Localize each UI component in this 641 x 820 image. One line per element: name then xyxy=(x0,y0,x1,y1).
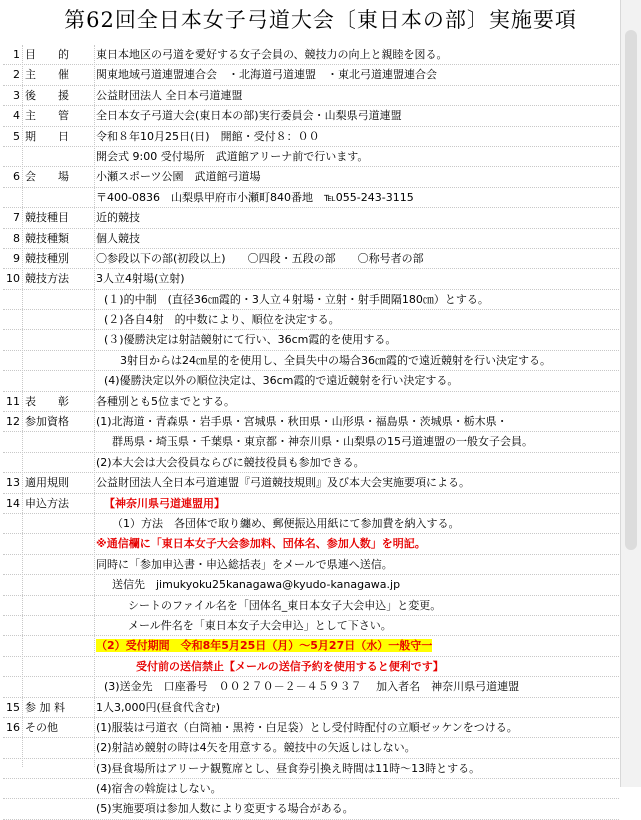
table-row xyxy=(3,799,619,819)
row-label: 競技種別 xyxy=(25,251,69,265)
row-label xyxy=(25,616,91,635)
row-label: 参加資格 xyxy=(25,415,69,429)
table-row xyxy=(3,392,619,412)
row-number: 6 xyxy=(13,170,20,184)
row-number xyxy=(3,147,20,166)
row-text: (4)宿舎の斡旋はしない。 xyxy=(96,782,222,796)
row-number xyxy=(3,555,20,574)
row-text: メール件名を「東日本女子大会申込」として下さい。 xyxy=(128,618,392,632)
row-content xyxy=(96,799,619,818)
row-text: (2)射詰め競射の時は4矢を用意する。競技中の矢返しはしない。 xyxy=(96,741,416,755)
row-content xyxy=(96,249,619,268)
row-text: 1人3,000円(昼食代含む) xyxy=(96,700,221,714)
table-row xyxy=(3,473,619,493)
row-text: 小瀬スポーツ公園 武道館弓道場 xyxy=(96,170,261,184)
table-row xyxy=(3,555,619,575)
row-number xyxy=(3,575,20,594)
row-text: 公益財団法人 全日本弓道連盟 xyxy=(96,88,243,102)
row-label: 期 日 xyxy=(25,129,69,143)
row-number xyxy=(3,290,20,309)
row-number xyxy=(3,453,20,472)
row-text: (5)実施要項は参加人数により変更する場合がある。 xyxy=(96,802,354,816)
row-content xyxy=(96,86,619,105)
row-text: 受付前の送信禁止【メールの送信予約を使用すると便利です】 xyxy=(136,659,444,673)
row-label xyxy=(25,636,91,655)
table-row xyxy=(3,106,619,126)
table-row xyxy=(3,208,619,228)
row-content xyxy=(96,657,619,676)
table-row xyxy=(3,738,619,758)
row-text: 送信先 jimukyoku25kanagawa@kyudo-kanagawa.jp xyxy=(112,578,401,592)
row-number: 7 xyxy=(13,211,20,225)
row-text: 令和８年10月25日(日) 開館・受付８：００ xyxy=(96,129,320,143)
row-content xyxy=(96,290,619,309)
row-label: 後 援 xyxy=(25,88,69,102)
row-label xyxy=(25,534,91,553)
row-content xyxy=(96,616,619,635)
row-label xyxy=(25,555,91,574)
row-number xyxy=(3,799,20,818)
row-label xyxy=(25,677,91,696)
table-row xyxy=(3,657,619,677)
row-content xyxy=(96,698,619,717)
row-number xyxy=(3,514,20,533)
row-content xyxy=(96,677,619,696)
row-text: ※通信欄に「東日本女子大会参加料、団体名、参加人数」を明記。 xyxy=(96,537,426,551)
row-content xyxy=(96,392,619,411)
row-text: （1）方法 各団体で取り纏め、郵便振込用紙にて参加費を納入する。 xyxy=(112,516,460,530)
row-text: 関東地域弓道連盟連合会 ・北海道弓道連盟 ・東北弓道連盟連合会 xyxy=(96,68,437,82)
row-number: 15 xyxy=(6,700,20,714)
row-content xyxy=(96,759,619,778)
row-number: 12 xyxy=(6,415,20,429)
row-number xyxy=(3,351,20,370)
row-content xyxy=(96,310,619,329)
row-content xyxy=(96,188,619,207)
row-text: 近的競技 xyxy=(96,211,140,225)
row-text: 開会式 9:00 受付場所 武道館アリーナ前で行います。 xyxy=(96,149,369,163)
row-label: 会 場 xyxy=(25,170,69,184)
row-content xyxy=(96,555,619,574)
row-text: 群馬県・埼玉県・千葉県・東京都・神奈川県・山梨県の15弓道連盟の一般女子会員。 xyxy=(112,435,533,449)
row-label: 主 管 xyxy=(25,109,69,123)
row-number xyxy=(3,596,20,615)
row-text: (１)的中制 (直径36㎝霞的・3人立４射場・立射・射手間隔180㎝）とする。 xyxy=(104,292,489,306)
row-text: シートのファイル名を「団体名_東日本女子大会申込」と変更。 xyxy=(128,598,442,612)
row-text: 各種別とも5位までとする。 xyxy=(96,394,235,408)
row-label xyxy=(25,759,91,778)
row-content xyxy=(96,494,619,513)
table-row xyxy=(3,575,619,595)
row-label xyxy=(25,799,91,818)
row-label: 競技方法 xyxy=(25,272,69,286)
table-row xyxy=(3,514,619,534)
row-number xyxy=(3,371,20,390)
row-text: （2）受付期間 令和8年5月25日（月）～5月27日（水）一般守一 xyxy=(96,639,433,653)
row-number: 3 xyxy=(13,88,20,102)
row-text: 3人立4射場(立射) xyxy=(96,272,185,286)
row-label xyxy=(25,147,91,166)
vertical-scrollbar[interactable] xyxy=(620,0,641,787)
table-row xyxy=(3,127,619,147)
scrollbar-thumb[interactable] xyxy=(625,30,637,550)
table-row xyxy=(3,290,619,310)
table-row xyxy=(3,636,619,656)
row-content xyxy=(96,127,619,146)
table-row xyxy=(3,596,619,616)
table-row xyxy=(3,412,619,432)
row-label xyxy=(25,290,91,309)
row-text: 【神奈川県弓道連盟用】 xyxy=(104,496,225,510)
row-label: 競技種目 xyxy=(25,211,69,225)
table-row xyxy=(3,167,619,187)
row-content xyxy=(96,473,619,492)
row-content xyxy=(96,330,619,349)
row-label xyxy=(25,432,91,451)
row-text: (3)送金先 口座番号 ００２７０－２－４５９３７ 加入者名 神奈川県弓道連盟 xyxy=(104,680,520,694)
table-row xyxy=(3,718,619,738)
row-label: 目 的 xyxy=(25,48,69,61)
row-content xyxy=(96,718,619,737)
row-number xyxy=(3,432,20,451)
row-content xyxy=(96,45,619,64)
row-number: 5 xyxy=(13,129,20,143)
row-content xyxy=(96,636,619,655)
row-number: 10 xyxy=(6,272,20,286)
table-row xyxy=(3,45,619,65)
row-number xyxy=(3,657,20,676)
row-text: 3射目からは24㎝星的を使用し、全員失中の場合36㎝霞的で遠近競射を行い決定する。 xyxy=(120,353,551,367)
row-label xyxy=(25,738,91,757)
row-number: 11 xyxy=(6,394,20,408)
row-content xyxy=(96,269,619,288)
row-text: 〇参段以下の部(初段以上) 〇四段・五段の部 〇称号者の部 xyxy=(96,251,424,265)
row-content xyxy=(96,534,619,553)
row-content xyxy=(96,371,619,390)
table-row xyxy=(3,229,619,249)
table-row xyxy=(3,616,619,636)
row-number xyxy=(3,738,20,757)
row-label: 主 催 xyxy=(25,68,69,82)
row-label xyxy=(25,310,91,329)
row-text: 〒400-0836 山梨県甲府市小瀬町840番地 ℡055-243-3115 xyxy=(96,190,414,204)
row-text: (4)優勝決定以外の順位決定は、36cm霞的で遠近競射を行い決定する。 xyxy=(104,374,459,388)
row-text: (1)北海道・青森県・岩手県・宮城県・秋田県・山形県・福島県・茨城県・栃木県・ xyxy=(96,415,508,429)
row-number xyxy=(3,779,20,798)
row-label xyxy=(25,188,91,207)
row-text: 東日本地区の弓道を愛好する女子会員の、競技力の向上と親睦を図る。 xyxy=(96,48,448,61)
table-row xyxy=(3,779,619,799)
row-label xyxy=(25,596,91,615)
row-content xyxy=(96,738,619,757)
table-row xyxy=(3,351,619,371)
row-label: 表 彰 xyxy=(25,394,69,408)
table-row xyxy=(3,371,619,391)
table-row xyxy=(3,494,619,514)
row-text: (1)服装は弓道衣（白筒袖・黒袴・白足袋）とし受付時配付の立順ゼッケンをつける。 xyxy=(96,720,518,734)
row-number xyxy=(3,188,20,207)
row-label xyxy=(25,330,91,349)
table-row xyxy=(3,698,619,718)
row-label: 適用規則 xyxy=(25,476,69,490)
row-text: (２)各自4射 的中数により、順位を決定する。 xyxy=(104,313,340,327)
requirements-table xyxy=(3,45,619,820)
row-label xyxy=(25,575,91,594)
row-text: (３)優勝決定は射詰競射にて行い、36cm霞的を使用する。 xyxy=(104,333,397,347)
row-number: 16 xyxy=(6,720,20,734)
row-number: 14 xyxy=(6,496,20,510)
row-label xyxy=(25,453,91,472)
row-label: 申込方法 xyxy=(25,496,69,510)
row-text: (2)本大会は大会役員ならびに競技役員も参加できる。 xyxy=(96,455,365,469)
row-number: 4 xyxy=(13,109,20,123)
row-number xyxy=(3,677,20,696)
row-content xyxy=(96,147,619,166)
row-number: 13 xyxy=(6,476,20,490)
row-text: 個人競技 xyxy=(96,231,140,245)
row-label xyxy=(25,779,91,798)
table-row xyxy=(3,453,619,473)
row-number xyxy=(3,330,20,349)
row-label xyxy=(25,514,91,533)
table-row xyxy=(3,677,619,697)
table-row xyxy=(3,269,619,289)
row-content xyxy=(96,208,619,227)
row-content xyxy=(96,412,619,431)
row-content xyxy=(96,167,619,186)
row-label xyxy=(25,351,91,370)
row-content xyxy=(96,351,619,370)
table-row xyxy=(3,147,619,167)
row-content xyxy=(96,779,619,798)
table-row xyxy=(3,534,619,554)
row-number xyxy=(3,310,20,329)
row-text: 同時に「参加申込書・申込総括表」をメールで県連へ送信。 xyxy=(96,557,393,571)
row-number: 1 xyxy=(13,48,20,61)
row-content xyxy=(96,596,619,615)
row-label xyxy=(25,657,91,676)
row-text: 公益財団法人全日本弓道連盟『弓道競技規則』及び本大会実施要項による。 xyxy=(96,476,470,490)
row-content xyxy=(96,106,619,125)
row-label: 競技種類 xyxy=(25,231,69,245)
row-label: その他 xyxy=(25,720,58,734)
table-row xyxy=(3,249,619,269)
row-number xyxy=(3,616,20,635)
table-row xyxy=(3,759,619,779)
row-text: (3)昼食場所はアリーナ観覧席とし、昼食券引換え時間は11時～13時とする。 xyxy=(96,761,481,775)
row-label xyxy=(25,371,91,390)
row-content xyxy=(96,65,619,84)
row-content xyxy=(96,229,619,248)
table-row xyxy=(3,330,619,350)
row-content xyxy=(96,432,619,451)
page-title: 第62回全日本女子弓道大会〔東日本の部〕実施要項 xyxy=(64,8,577,32)
row-label: 参 加 料 xyxy=(25,700,65,714)
table-row xyxy=(3,310,619,330)
row-content xyxy=(96,514,619,533)
table-row xyxy=(3,188,619,208)
row-number xyxy=(3,636,20,655)
row-number: 9 xyxy=(13,251,20,265)
row-number: 8 xyxy=(13,231,20,245)
row-number xyxy=(3,759,20,778)
table-row xyxy=(3,65,619,85)
table-row xyxy=(3,86,619,106)
table-row xyxy=(3,432,619,452)
row-content xyxy=(96,453,619,472)
row-text: 全日本女子弓道大会(東日本の部)実行委員会・山梨県弓道連盟 xyxy=(96,109,402,123)
row-number: 2 xyxy=(13,68,20,82)
row-content xyxy=(96,575,619,594)
row-number xyxy=(3,534,20,553)
